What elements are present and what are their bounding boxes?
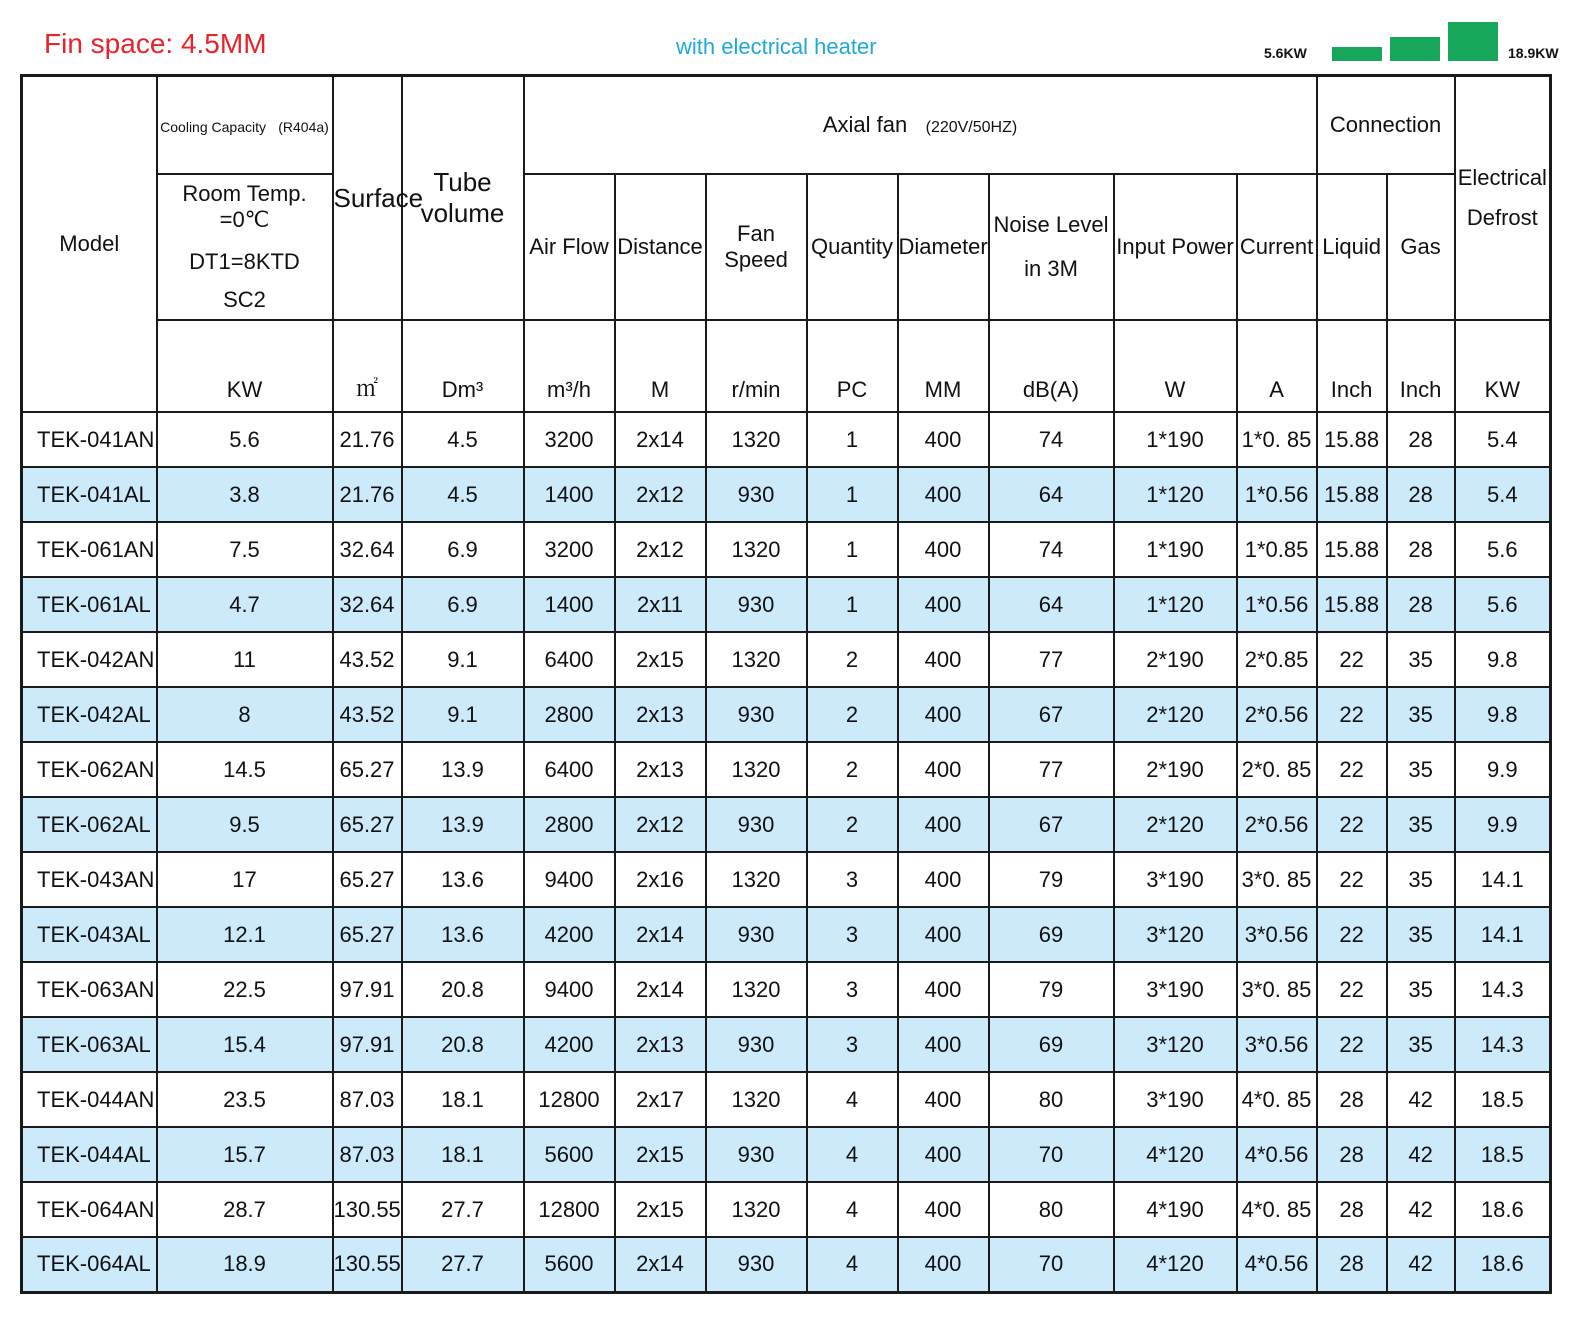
table-cell: 2x11 xyxy=(615,577,706,632)
table-cell: 15.7 xyxy=(157,1127,333,1182)
header-gas: Gas xyxy=(1387,174,1455,320)
table-cell: 5600 xyxy=(524,1237,615,1292)
table-row xyxy=(22,1237,1551,1292)
table-cell: 28 xyxy=(1387,577,1455,632)
model-cell: TEK-063AN xyxy=(22,962,157,1017)
table-cell: 2x13 xyxy=(615,1017,706,1072)
header-quantity: Quantity xyxy=(807,174,898,320)
table-cell: 1*0. 85 xyxy=(1237,412,1317,467)
header-tube-volume: Tube volume xyxy=(402,76,524,321)
table-row xyxy=(22,1017,1551,1072)
table-cell: 5.6 xyxy=(1455,577,1551,632)
model-cell: TEK-041AL xyxy=(22,467,157,522)
table-cell: 2x15 xyxy=(615,1127,706,1182)
table-cell: 64 xyxy=(989,577,1114,632)
table-row xyxy=(22,687,1551,742)
table-cell: 930 xyxy=(706,687,807,742)
model-cell: TEK-042AN xyxy=(22,632,157,687)
table-cell: 1*120 xyxy=(1114,467,1237,522)
header-axial-fan: Axial fan (220V/50HZ) xyxy=(524,76,1317,175)
table-cell: 18.5 xyxy=(1455,1072,1551,1127)
table-cell: 4*0.56 xyxy=(1237,1127,1317,1182)
table-cell: 67 xyxy=(989,797,1114,852)
table-cell: 67 xyxy=(989,687,1114,742)
unit-cell: Dm³ xyxy=(402,320,524,412)
table-cell: 400 xyxy=(898,742,989,797)
table-cell: 2x14 xyxy=(615,412,706,467)
table-cell: 14.3 xyxy=(1455,1017,1551,1072)
table-cell: 28 xyxy=(1387,522,1455,577)
unit-cell: dB(A) xyxy=(989,320,1114,412)
table-cell: 400 xyxy=(898,577,989,632)
table-cell: 12800 xyxy=(524,1182,615,1237)
table-cell: 2x13 xyxy=(615,687,706,742)
table-cell: 2*0.85 xyxy=(1237,632,1317,687)
table-cell: 9.1 xyxy=(402,632,524,687)
table-cell: 35 xyxy=(1387,907,1455,962)
table-cell: 35 xyxy=(1387,742,1455,797)
table-cell: 2*120 xyxy=(1114,687,1237,742)
table-cell: 4.5 xyxy=(402,412,524,467)
table-cell: 4*0.56 xyxy=(1237,1237,1317,1292)
table-cell: 28.7 xyxy=(157,1182,333,1237)
table-cell: 2 xyxy=(807,742,898,797)
model-cell: TEK-062AL xyxy=(22,797,157,852)
table-cell: 11 xyxy=(157,632,333,687)
table-cell: 2x14 xyxy=(615,1237,706,1292)
table-row xyxy=(22,467,1551,522)
table-cell: 3*0.56 xyxy=(1237,1017,1317,1072)
fin-space-title: Fin space: 4.5MM xyxy=(44,28,267,59)
table-cell: 9.1 xyxy=(402,687,524,742)
table-cell: 3*0. 85 xyxy=(1237,852,1317,907)
table-cell: 18.1 xyxy=(402,1127,524,1182)
table-cell: 20.8 xyxy=(402,962,524,1017)
table-cell: 32.64 xyxy=(333,577,402,632)
table-cell: 13.6 xyxy=(402,907,524,962)
table-cell: 20.8 xyxy=(402,1017,524,1072)
table-cell: 400 xyxy=(898,632,989,687)
model-cell: TEK-043AN xyxy=(22,852,157,907)
table-cell: 1 xyxy=(807,467,898,522)
table-cell: 28 xyxy=(1387,467,1455,522)
table-cell: 32.64 xyxy=(333,522,402,577)
table-cell: 3 xyxy=(807,962,898,1017)
table-cell: 2x15 xyxy=(615,632,706,687)
table-cell: 3200 xyxy=(524,412,615,467)
table-cell: 5.4 xyxy=(1455,467,1551,522)
table-cell: 3*120 xyxy=(1114,1017,1237,1072)
table-cell: 43.52 xyxy=(333,632,402,687)
capacity-scale-bar-medium xyxy=(1390,37,1440,61)
table-cell: 2x15 xyxy=(615,1182,706,1237)
table-cell: 9.8 xyxy=(1455,687,1551,742)
scale-max-label: 18.9KW xyxy=(1508,45,1559,61)
unit-cell: ㎡ xyxy=(333,320,402,412)
capacity-scale-bar-large xyxy=(1448,22,1498,61)
header-electrical-defrost: Electrical Defrost xyxy=(1455,76,1551,321)
unit-cell: W xyxy=(1114,320,1237,412)
table-cell: 69 xyxy=(989,1017,1114,1072)
table-cell: 4200 xyxy=(524,1017,615,1072)
header-fan-speed: Fan Speed xyxy=(706,174,807,320)
scale-min-label: 5.6KW xyxy=(1264,45,1307,61)
table-cell: 22 xyxy=(1317,687,1387,742)
table-cell: 2 xyxy=(807,687,898,742)
table-cell: 28 xyxy=(1317,1072,1387,1127)
table-cell: 12800 xyxy=(524,1072,615,1127)
unit-cell: r/min xyxy=(706,320,807,412)
unit-cell: m³/h xyxy=(524,320,615,412)
table-cell: 3 xyxy=(807,1017,898,1072)
table-cell: 1400 xyxy=(524,467,615,522)
spec-table xyxy=(20,74,1552,1294)
table-cell: 4*120 xyxy=(1114,1127,1237,1182)
table-cell: 400 xyxy=(898,687,989,742)
table-cell: 5.6 xyxy=(1455,522,1551,577)
table-cell: 3 xyxy=(807,852,898,907)
table-cell: 930 xyxy=(706,1017,807,1072)
table-cell: 79 xyxy=(989,852,1114,907)
table-cell: 1*0.85 xyxy=(1237,522,1317,577)
table-cell: 9.9 xyxy=(1455,797,1551,852)
table-cell: 42 xyxy=(1387,1072,1455,1127)
table-cell: 4*0. 85 xyxy=(1237,1182,1317,1237)
table-cell: 74 xyxy=(989,412,1114,467)
table-cell: 80 xyxy=(989,1072,1114,1127)
table-cell: 930 xyxy=(706,1237,807,1292)
table-cell: 9.9 xyxy=(1455,742,1551,797)
table-cell: 12.1 xyxy=(157,907,333,962)
table-cell: 400 xyxy=(898,1072,989,1127)
table-row xyxy=(22,412,1551,467)
table-cell: 1320 xyxy=(706,632,807,687)
table-cell: 400 xyxy=(898,907,989,962)
header-connection: Connection xyxy=(1317,76,1455,175)
table-cell: 2x14 xyxy=(615,962,706,1017)
table-cell: 400 xyxy=(898,522,989,577)
table-row xyxy=(22,742,1551,797)
table-cell: 400 xyxy=(898,412,989,467)
table-cell: 2*0.56 xyxy=(1237,687,1317,742)
table-cell: 70 xyxy=(989,1127,1114,1182)
table-cell: 14.3 xyxy=(1455,962,1551,1017)
units-row xyxy=(22,320,1551,412)
table-cell: 1*0.56 xyxy=(1237,467,1317,522)
table-cell: 15.88 xyxy=(1317,467,1387,522)
table-cell: 77 xyxy=(989,742,1114,797)
table-cell: 2 xyxy=(807,632,898,687)
table-cell: 15.88 xyxy=(1317,577,1387,632)
unit-cell: A xyxy=(1237,320,1317,412)
table-cell: 3*190 xyxy=(1114,962,1237,1017)
table-cell: 80 xyxy=(989,1182,1114,1237)
table-cell: 400 xyxy=(898,1127,989,1182)
table-cell: 2*120 xyxy=(1114,797,1237,852)
table-cell: 4*0. 85 xyxy=(1237,1072,1317,1127)
table-cell: 22.5 xyxy=(157,962,333,1017)
table-cell: 930 xyxy=(706,1127,807,1182)
table-cell: 8 xyxy=(157,687,333,742)
table-cell: 930 xyxy=(706,797,807,852)
table-cell: 2x17 xyxy=(615,1072,706,1127)
model-cell: TEK-064AN xyxy=(22,1182,157,1237)
table-cell: 2x13 xyxy=(615,742,706,797)
table-cell: 4 xyxy=(807,1237,898,1292)
table-cell: 2*0. 85 xyxy=(1237,742,1317,797)
table-cell: 28 xyxy=(1387,412,1455,467)
table-row xyxy=(22,962,1551,1017)
table-cell: 65.27 xyxy=(333,742,402,797)
table-cell: 2x12 xyxy=(615,797,706,852)
table-cell: 77 xyxy=(989,632,1114,687)
table-row xyxy=(22,852,1551,907)
table-cell: 28 xyxy=(1317,1237,1387,1292)
table-cell: 1320 xyxy=(706,1182,807,1237)
table-cell: 65.27 xyxy=(333,907,402,962)
table-cell: 35 xyxy=(1387,687,1455,742)
table-cell: 21.76 xyxy=(333,412,402,467)
table-cell: 930 xyxy=(706,907,807,962)
table-cell: 21.76 xyxy=(333,467,402,522)
table-cell: 28 xyxy=(1317,1182,1387,1237)
table-cell: 70 xyxy=(989,1237,1114,1292)
table-cell: 3200 xyxy=(524,522,615,577)
unit-cell: PC xyxy=(807,320,898,412)
table-cell: 400 xyxy=(898,852,989,907)
model-cell: TEK-043AL xyxy=(22,907,157,962)
model-cell: TEK-042AL xyxy=(22,687,157,742)
table-cell: 74 xyxy=(989,522,1114,577)
table-cell: 35 xyxy=(1387,852,1455,907)
table-cell: 14.1 xyxy=(1455,907,1551,962)
table-cell: 930 xyxy=(706,467,807,522)
unit-cell: M xyxy=(615,320,706,412)
header-cooling-capacity: Cooling Capacity (R404a) xyxy=(157,76,333,175)
table-cell: 6.9 xyxy=(402,522,524,577)
model-cell: TEK-062AN xyxy=(22,742,157,797)
table-cell: 42 xyxy=(1387,1182,1455,1237)
table-cell: 42 xyxy=(1387,1127,1455,1182)
table-cell: 18.5 xyxy=(1455,1127,1551,1182)
table-cell: 27.7 xyxy=(402,1182,524,1237)
model-cell: TEK-064AL xyxy=(22,1237,157,1292)
table-cell: 400 xyxy=(898,1017,989,1072)
table-row xyxy=(22,522,1551,577)
unit-cell: Inch xyxy=(1387,320,1455,412)
table-cell: 6.9 xyxy=(402,577,524,632)
table-row xyxy=(22,797,1551,852)
table-cell: 4200 xyxy=(524,907,615,962)
table-cell: 1*190 xyxy=(1114,522,1237,577)
header-distance: Distance xyxy=(615,174,706,320)
table-cell: 3*190 xyxy=(1114,1072,1237,1127)
table-cell: 65.27 xyxy=(333,852,402,907)
table-cell: 18.1 xyxy=(402,1072,524,1127)
table-cell: 400 xyxy=(898,1182,989,1237)
spec-table-body xyxy=(22,412,1551,1292)
table-cell: 27.7 xyxy=(402,1237,524,1292)
table-cell: 2x16 xyxy=(615,852,706,907)
table-cell: 1320 xyxy=(706,962,807,1017)
table-cell: 400 xyxy=(898,962,989,1017)
table-cell: 2*0.56 xyxy=(1237,797,1317,852)
table-row xyxy=(22,577,1551,632)
model-cell: TEK-061AL xyxy=(22,577,157,632)
table-cell: 5600 xyxy=(524,1127,615,1182)
table-cell: 28 xyxy=(1317,1127,1387,1182)
table-cell: 13.9 xyxy=(402,797,524,852)
table-cell: 22 xyxy=(1317,797,1387,852)
unit-cell: Inch xyxy=(1317,320,1387,412)
table-cell: 35 xyxy=(1387,962,1455,1017)
table-cell: 3 xyxy=(807,907,898,962)
table-cell: 43.52 xyxy=(333,687,402,742)
table-cell: 4*120 xyxy=(1114,1237,1237,1292)
table-cell: 1320 xyxy=(706,1072,807,1127)
table-cell: 2*190 xyxy=(1114,742,1237,797)
table-cell: 9400 xyxy=(524,962,615,1017)
table-cell: 23.5 xyxy=(157,1072,333,1127)
unit-cell: MM xyxy=(898,320,989,412)
table-cell: 130.55 xyxy=(333,1182,402,1237)
table-cell: 35 xyxy=(1387,797,1455,852)
table-cell: 1 xyxy=(807,412,898,467)
table-cell: 9.5 xyxy=(157,797,333,852)
table-cell: 1320 xyxy=(706,412,807,467)
table-cell: 1400 xyxy=(524,577,615,632)
header-liquid: Liquid xyxy=(1317,174,1387,320)
table-cell: 22 xyxy=(1317,962,1387,1017)
table-cell: 4*190 xyxy=(1114,1182,1237,1237)
table-cell: 400 xyxy=(898,467,989,522)
table-cell: 2800 xyxy=(524,687,615,742)
table-cell: 1*190 xyxy=(1114,412,1237,467)
table-cell: 15.88 xyxy=(1317,522,1387,577)
table-cell: 18.6 xyxy=(1455,1237,1551,1292)
table-cell: 22 xyxy=(1317,742,1387,797)
table-cell: 4 xyxy=(807,1182,898,1237)
table-cell: 35 xyxy=(1387,632,1455,687)
table-cell: 97.91 xyxy=(333,1017,402,1072)
table-cell: 3*0. 85 xyxy=(1237,962,1317,1017)
table-cell: 4.7 xyxy=(157,577,333,632)
table-cell: 1320 xyxy=(706,522,807,577)
model-cell: TEK-061AN xyxy=(22,522,157,577)
table-cell: 2x12 xyxy=(615,522,706,577)
table-cell: 42 xyxy=(1387,1237,1455,1292)
table-cell: 1320 xyxy=(706,742,807,797)
table-cell: 930 xyxy=(706,577,807,632)
model-cell: TEK-041AN xyxy=(22,412,157,467)
table-cell: 87.03 xyxy=(333,1072,402,1127)
header-noise-level: Noise Level in 3M xyxy=(989,174,1114,320)
header-current: Current xyxy=(1237,174,1317,320)
unit-cell: KW xyxy=(157,320,333,412)
table-cell: 1320 xyxy=(706,852,807,907)
table-cell: 14.5 xyxy=(157,742,333,797)
table-row xyxy=(22,1127,1551,1182)
table-cell: 6400 xyxy=(524,632,615,687)
model-cell: TEK-063AL xyxy=(22,1017,157,1072)
capacity-scale-bar-small xyxy=(1332,47,1382,61)
table-cell: 2x12 xyxy=(615,467,706,522)
table-cell: 18.9 xyxy=(157,1237,333,1292)
table-cell: 69 xyxy=(989,907,1114,962)
table-cell: 22 xyxy=(1317,852,1387,907)
unit-cell: KW xyxy=(1455,320,1551,412)
table-row xyxy=(22,632,1551,687)
table-cell: 4 xyxy=(807,1127,898,1182)
table-cell: 22 xyxy=(1317,632,1387,687)
table-cell: 2*190 xyxy=(1114,632,1237,687)
table-cell: 7.5 xyxy=(157,522,333,577)
heater-note: with electrical heater xyxy=(676,34,877,59)
table-cell: 2800 xyxy=(524,797,615,852)
table-cell: 87.03 xyxy=(333,1127,402,1182)
table-row xyxy=(22,1182,1551,1237)
table-row xyxy=(22,1072,1551,1127)
table-cell: 400 xyxy=(898,797,989,852)
table-cell: 5.6 xyxy=(157,412,333,467)
table-cell: 14.1 xyxy=(1455,852,1551,907)
table-cell: 22 xyxy=(1317,907,1387,962)
table-cell: 64 xyxy=(989,467,1114,522)
table-cell: 17 xyxy=(157,852,333,907)
table-cell: 130.55 xyxy=(333,1237,402,1292)
table-cell: 3*120 xyxy=(1114,907,1237,962)
header-surface: Surface xyxy=(333,76,402,321)
table-cell: 4 xyxy=(807,1072,898,1127)
header-air-flow: Air Flow xyxy=(524,174,615,320)
table-cell: 15.4 xyxy=(157,1017,333,1072)
table-cell: 2x14 xyxy=(615,907,706,962)
model-cell: TEK-044AN xyxy=(22,1072,157,1127)
table-cell: 13.6 xyxy=(402,852,524,907)
table-cell: 6400 xyxy=(524,742,615,797)
header-diameter: Diameter xyxy=(898,174,989,320)
table-cell: 1 xyxy=(807,577,898,632)
table-cell: 22 xyxy=(1317,1017,1387,1072)
table-cell: 79 xyxy=(989,962,1114,1017)
table-cell: 65.27 xyxy=(333,797,402,852)
header-input-power: Input Power xyxy=(1114,174,1237,320)
header-model: Model xyxy=(22,76,157,413)
table-cell: 9.8 xyxy=(1455,632,1551,687)
table-cell: 2 xyxy=(807,797,898,852)
table-cell: 15.88 xyxy=(1317,412,1387,467)
table-cell: 3*0.56 xyxy=(1237,907,1317,962)
table-cell: 4.5 xyxy=(402,467,524,522)
table-cell: 400 xyxy=(898,1237,989,1292)
table-cell: 5.4 xyxy=(1455,412,1551,467)
table-cell: 18.6 xyxy=(1455,1182,1551,1237)
table-cell: 1*0.56 xyxy=(1237,577,1317,632)
table-cell: 3*190 xyxy=(1114,852,1237,907)
table-cell: 9400 xyxy=(524,852,615,907)
table-cell: 13.9 xyxy=(402,742,524,797)
table-cell: 35 xyxy=(1387,1017,1455,1072)
table-cell: 3.8 xyxy=(157,467,333,522)
table-cell: 97.91 xyxy=(333,962,402,1017)
table-row xyxy=(22,907,1551,962)
header-cooling-conditions: Room Temp. =0℃ DT1=8KTD SC2 xyxy=(157,174,333,320)
table-cell: 1*120 xyxy=(1114,577,1237,632)
model-cell: TEK-044AL xyxy=(22,1127,157,1182)
table-cell: 1 xyxy=(807,522,898,577)
